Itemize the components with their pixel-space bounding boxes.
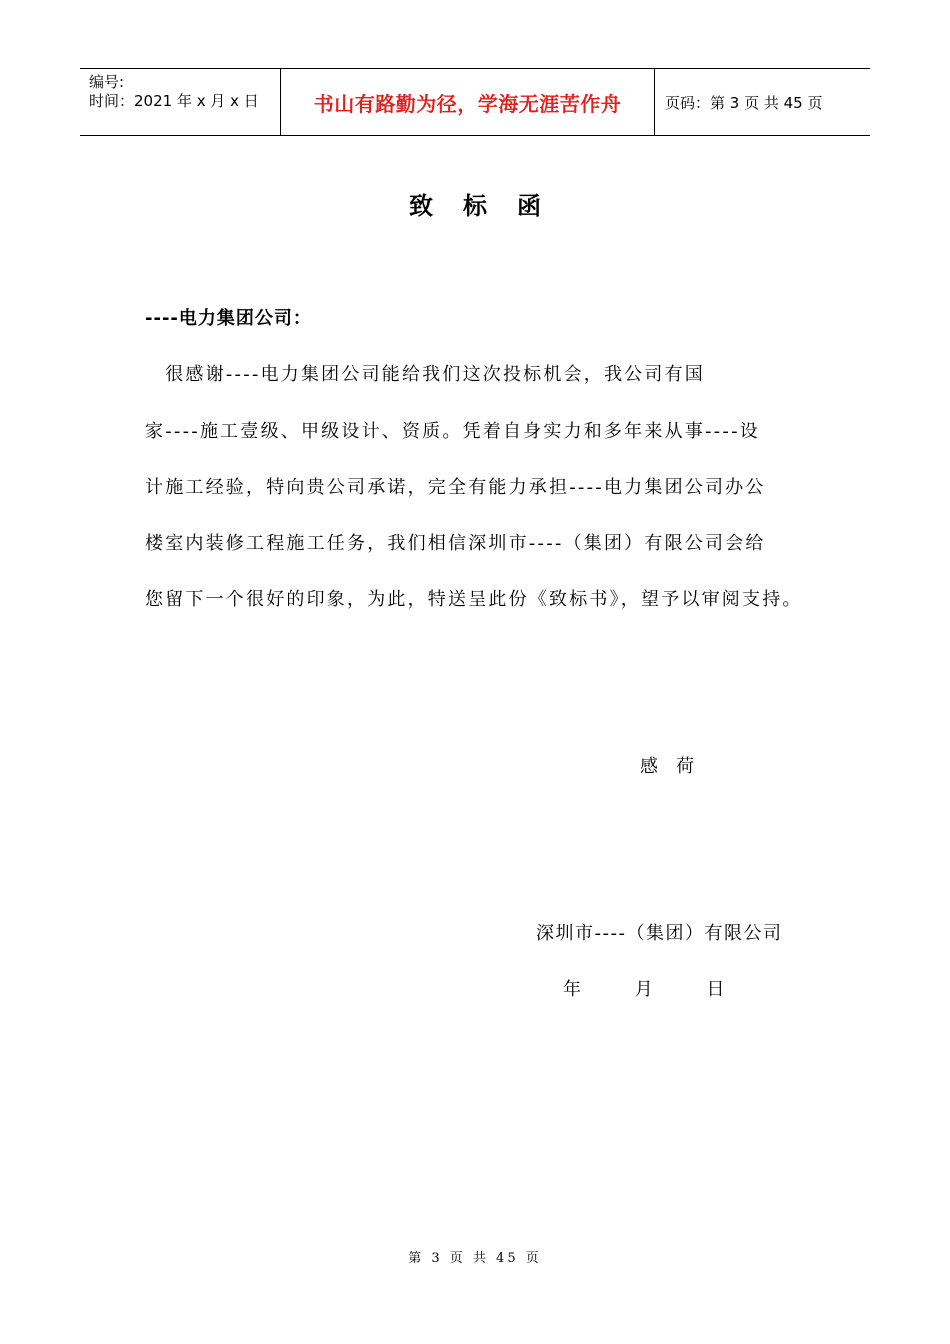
signature-date: 年 月 日: [563, 979, 749, 1000]
signature-company: 深圳市----（集团）有限公司: [536, 923, 783, 944]
header-page-info: 页码：第 3 页 共 45 页: [665, 93, 823, 112]
header-motto: 书山有路勤为径，学海无涯苦作舟: [281, 69, 655, 135]
closing-phrase: 感荷: [640, 756, 712, 777]
document-title: 致标函: [409, 192, 571, 220]
body-line-2: 家----施工壹级、甲级设计、资质。凭着自身实力和多年来从事----设: [145, 421, 760, 442]
body-line-4: 楼室内装修工程施工任务，我们相信深圳市----（集团）有限公司会给: [145, 533, 766, 554]
salutation: ----电力集团公司：: [145, 308, 312, 329]
header-number-label: 编号:: [89, 73, 125, 91]
page-footer: 第 3 页 共 45 页: [408, 1251, 542, 1266]
header-time-label: 时间：2021 年 x 月 x 日: [89, 92, 259, 110]
body-line-3: 计施工经验，特向贵公司承诺，完全有能力承担----电力集团公司办公: [145, 477, 766, 498]
body-line-1: 很感谢----电力集团公司能给我们这次投标机会，我公司有国: [145, 364, 705, 385]
document-header: [80, 68, 870, 136]
body-line-5: 您留下一个很好的印象，为此，特送呈此份《致标书》，望予以审阅支持。: [145, 589, 803, 610]
header-meta-cell: [80, 69, 281, 135]
